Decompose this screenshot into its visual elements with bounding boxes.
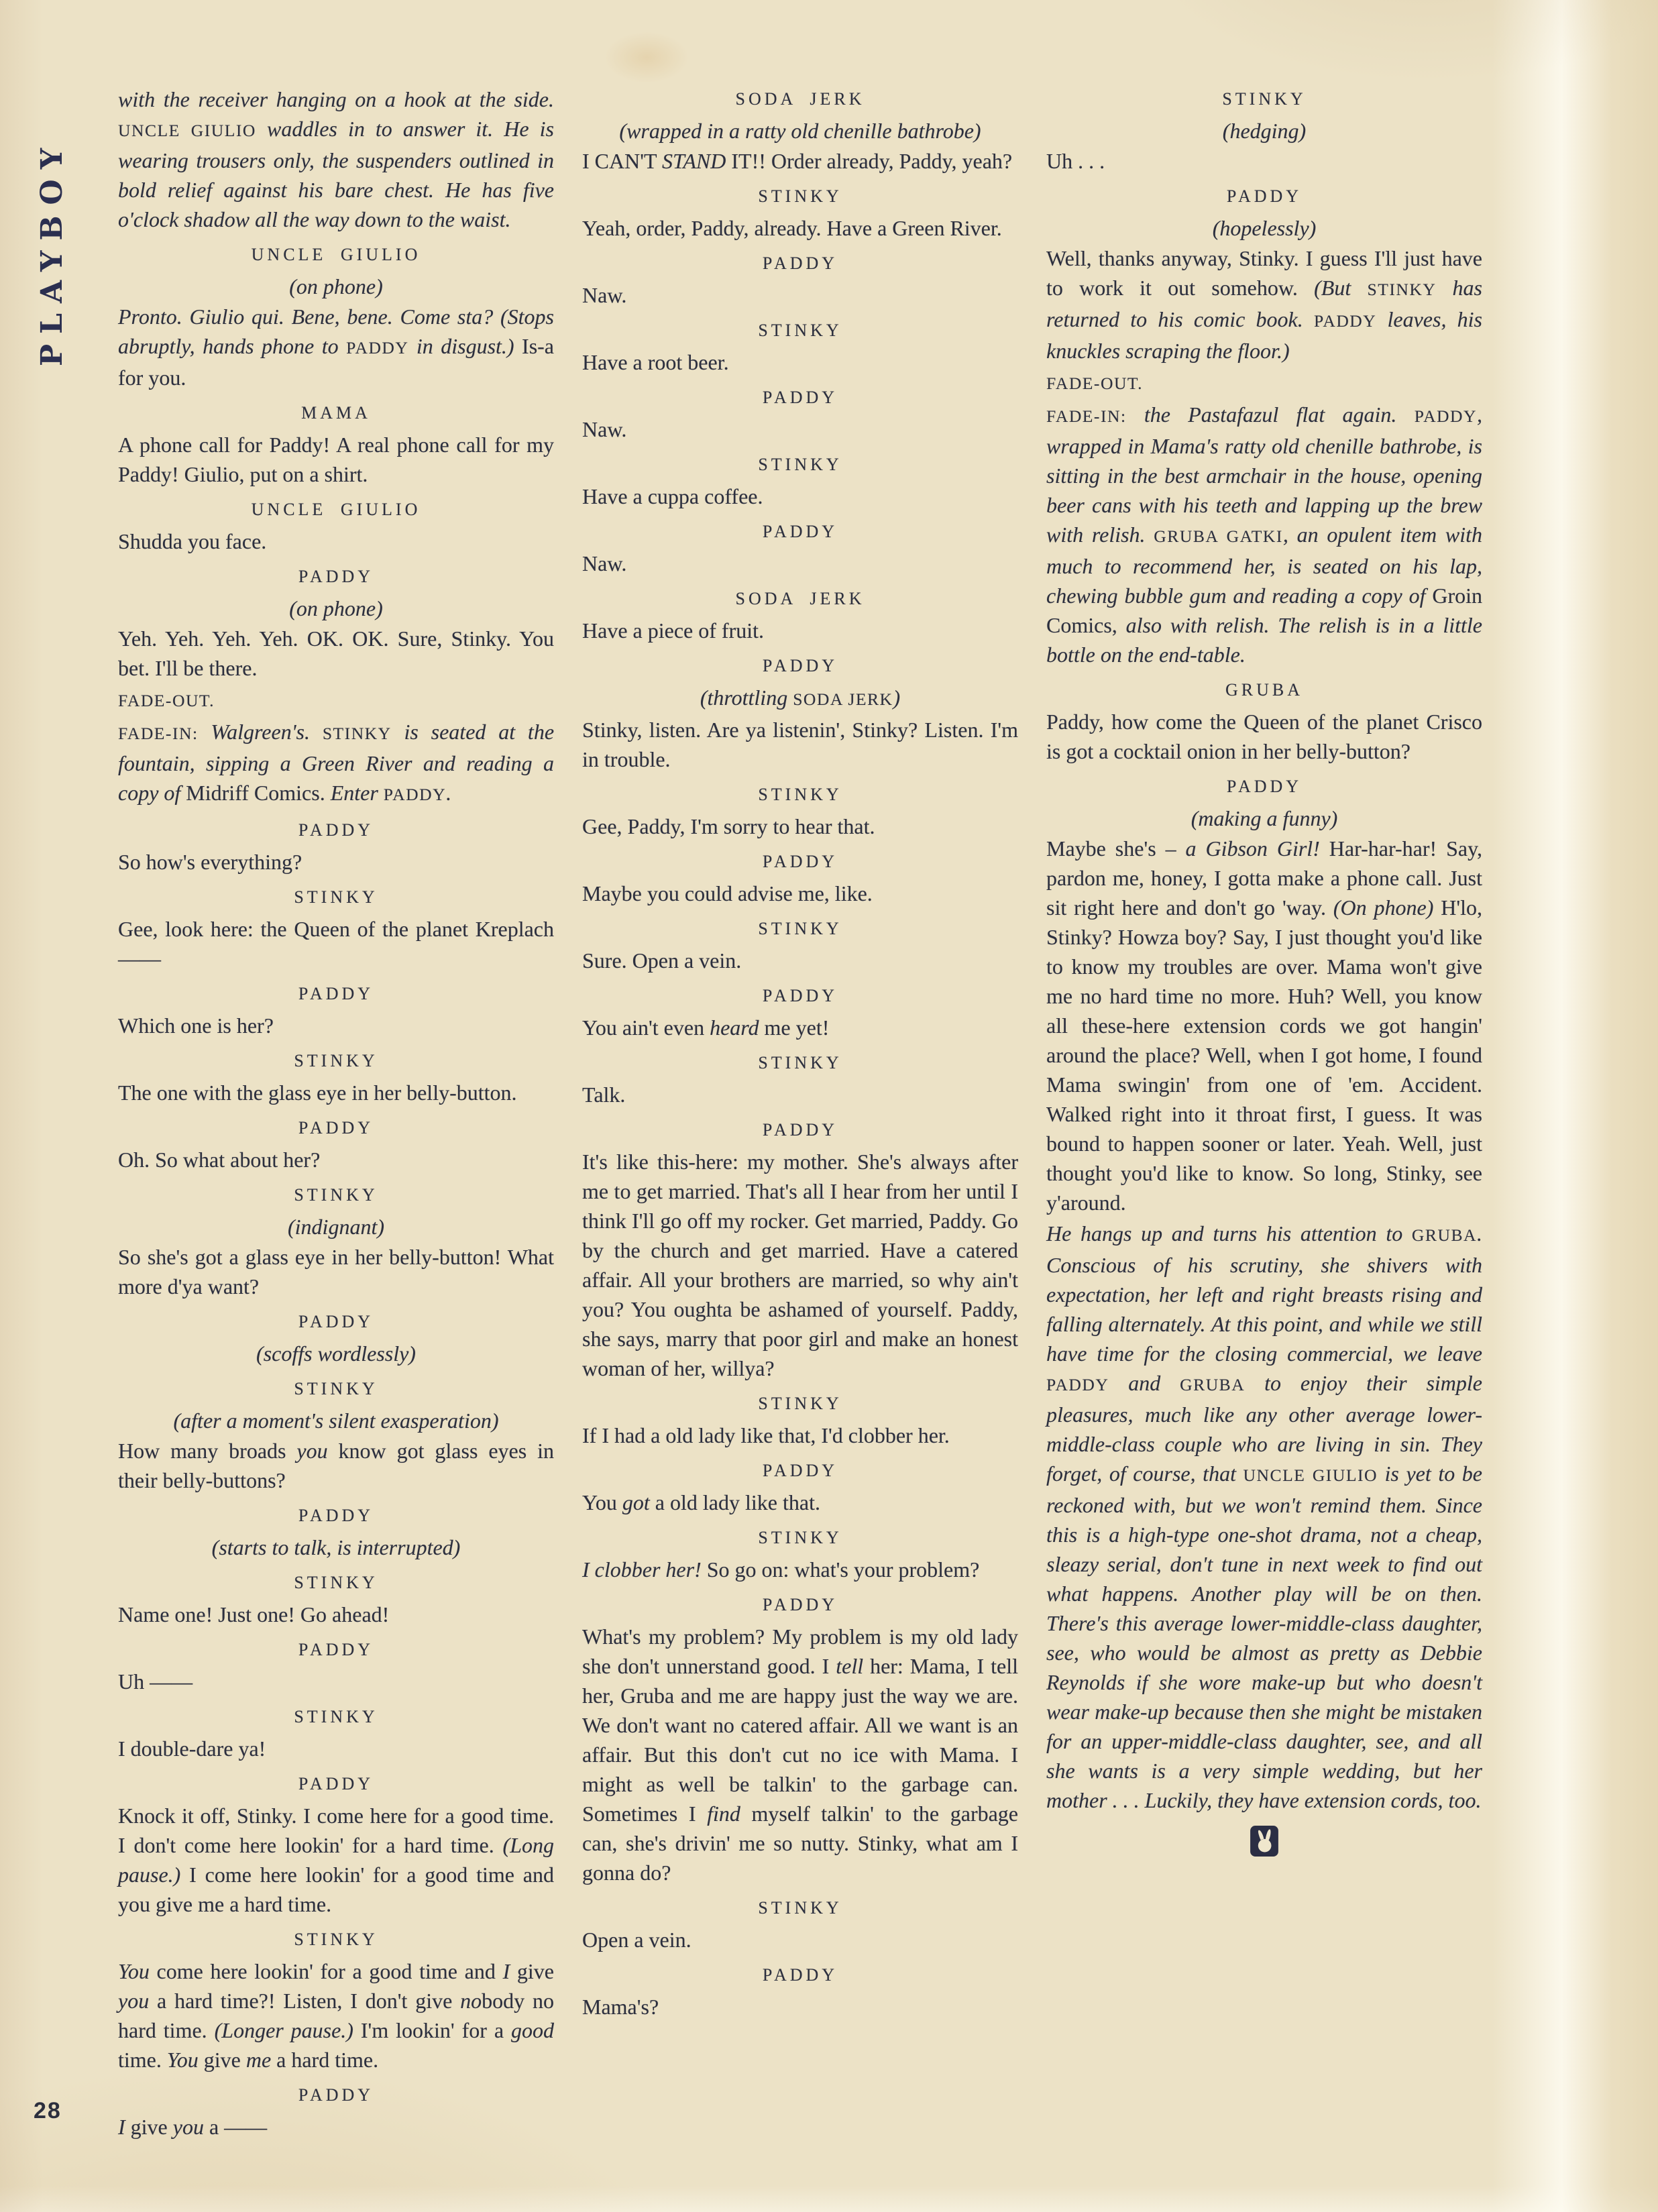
- script-dialogue: Uh . . .: [1046, 149, 1105, 173]
- script-dialogue: Uh ——: [118, 1669, 193, 1694]
- script-speaker: PADDY: [298, 2085, 374, 2105]
- script-dialogue: You come here lookin' for a good time and I give you a hard time?! Listen, I don't give nobody no hard time. (Longer pause.) I'm lookin' for a good time. You give me a hard time.: [118, 1959, 555, 2072]
- script-speaker: PADDY: [298, 1774, 374, 1793]
- script-stage-direction: FADE-IN: the Pastafazul flat again. PADDY, wrapped in Mama's ratty old chenille bathrobe, is sitting in the best armchair in the house, opening beer cans with his teeth and lapping up the brew with relish. GRUBA GATKI, an opulent item with much to recommend her, is seated on his lap, chewing bubble gum and reading a copy of Groin Comics, also with relish. The relish is in a little bottle on the end-table.: [1046, 402, 1483, 667]
- script-dialogue: I give you a ——: [118, 2115, 268, 2139]
- script-dialogue: Have a root beer.: [582, 350, 729, 374]
- script-dialogue: I double-dare ya!: [118, 1736, 266, 1761]
- script-dialogue: So how's everything?: [118, 850, 302, 874]
- script-dialogue: So she's got a glass eye in her belly-button! What more d'ya want?: [118, 1245, 554, 1298]
- script-speaker: STINKY: [758, 321, 842, 340]
- script-dialogue: Knock it off, Stinky. I come here for a good time. I don't come here lookin' for a hard time. (Long pause.) I come here lookin' for a good time and you give me a hard time.: [118, 1804, 554, 1916]
- script-dialogue: You got a old lady like that.: [582, 1490, 820, 1514]
- script-parenthetical: (hopelessly): [1212, 216, 1317, 240]
- script-parenthetical: (wrapped in a ratty old chenille bathrobe): [619, 119, 981, 143]
- script-speaker: PADDY: [1226, 777, 1303, 796]
- script-dialogue: The one with the glass eye in her belly-button.: [118, 1081, 517, 1105]
- script-speaker: STINKY: [758, 1394, 842, 1413]
- script-speaker: STINKY: [758, 186, 842, 206]
- script-speaker: PADDY: [1226, 186, 1303, 206]
- page-number: 28: [34, 2098, 62, 2123]
- script-speaker: UNCLE GIULIO: [251, 500, 421, 519]
- script-speaker: STINKY: [294, 887, 378, 907]
- script-stage-direction: with the receiver hanging on a hook at the side. UNCLE GIULIO waddles in to answer it. He is wearing trousers only, the suspenders outlined in bold relief against his bare chest. He has five o'clock shadow all the way down to the waist.: [118, 87, 554, 231]
- script-parenthetical: (on phone): [289, 596, 383, 620]
- script-dialogue: Mama's?: [582, 1995, 659, 2019]
- script-parenthetical: (indignant): [288, 1215, 384, 1239]
- script-speaker: PADDY: [298, 820, 374, 840]
- script-speaker: PADDY: [298, 1118, 374, 1138]
- script-speaker: STINKY: [294, 1707, 378, 1726]
- script-speaker: STINKY: [294, 1930, 378, 1949]
- script-dialogue: Yeh. Yeh. Yeh. Yeh. OK. OK. Sure, Stinky. You bet. I'll be there.: [118, 626, 554, 680]
- script-parenthetical: (on phone): [289, 274, 383, 298]
- script-speaker: STINKY: [294, 1185, 378, 1205]
- script-dialogue: Have a piece of fruit.: [582, 618, 764, 643]
- script-stage-direction: FADE-OUT.: [1046, 374, 1144, 393]
- script-speaker: UNCLE GIULIO: [251, 245, 421, 264]
- script-parenthetical: (throttling SODA JERK): [700, 685, 901, 710]
- script-stage-direction: FADE-OUT.: [118, 691, 215, 710]
- script-dialogue: Shudda you face.: [118, 529, 267, 553]
- script-speaker: STINKY: [758, 785, 842, 804]
- script-dialogue: Have a cuppa coffee.: [582, 484, 763, 508]
- script-speaker: STINKY: [758, 919, 842, 938]
- script-dialogue: A phone call for Paddy! A real phone call for my Paddy! Giulio, put on a shirt.: [118, 433, 554, 486]
- script-dialogue: I CAN'T STAND IT!! Order already, Paddy, yeah?: [582, 149, 1013, 173]
- script-parenthetical: (after a moment's silent exasperation): [173, 1408, 499, 1433]
- script-dialogue: Naw.: [582, 283, 627, 307]
- script-dialogue: Naw.: [582, 551, 627, 575]
- script-parenthetical: (starts to talk, is interrupted): [211, 1535, 461, 1559]
- script-dialogue: Maybe she's – a Gibson Girl! Har-har-har! Say, pardon me, honey, I gotta make a phone call. Just sit right here and don't go 'way. (On phone) H'lo, Stinky? Howza boy? Say, I just thought you'd like to know my troubles are over. Mama won't give me no hard time no more. Huh? Well, you know all these-here extension cords we got hangin' around the place? Well, when I got home, I found Mama swingin' from one of 'em. Accident. Walked right into it throat first, I guess. It was bound to happen sooner or later. Yeah. Well, just thought you'd like to know. So long, Stinky, see y'around.: [1046, 836, 1483, 1215]
- script-speaker: PADDY: [762, 1461, 838, 1480]
- script-dialogue: Stinky, listen. Are ya listenin', Stinky? Listen. I'm in trouble.: [582, 718, 1018, 771]
- script-dialogue: If I had a old lady like that, I'd clobber her.: [582, 1423, 950, 1447]
- script-dialogue: Maybe you could advise me, like.: [582, 881, 873, 905]
- script-speaker: PADDY: [762, 1595, 838, 1614]
- script-speaker: STINKY: [758, 455, 842, 474]
- script-column-1: [118, 85, 554, 2142]
- script-speaker: STINKY: [758, 1528, 842, 1547]
- script-speaker: SODA JERK: [735, 89, 865, 109]
- script-speaker: STINKY: [294, 1573, 378, 1592]
- script-speaker: PADDY: [762, 1120, 838, 1140]
- script-dialogue: It's like this-here: my mother. She's always after me to get married. That's all I hear from her until I think I'll go off my rocker. Get married, Paddy. Go by the church and get married. Have a catered affair. All your brothers are married, so why ain't you? You oughta be ashamed of yourself. Paddy, she says, marry that poor girl and make an honest woman of her, willya?: [582, 1150, 1018, 1380]
- script-dialogue: I clobber her! So go on: what's your problem?: [582, 1557, 980, 1582]
- script-dialogue: Which one is her?: [118, 1013, 274, 1038]
- script-dialogue: Talk.: [582, 1083, 626, 1107]
- script-blocks: [1046, 85, 1482, 1815]
- script-dialogue: You ain't even heard me yet!: [582, 1015, 830, 1040]
- playboy-spine-text: PLAYBOY: [35, 137, 69, 366]
- script-dialogue: Naw.: [582, 417, 627, 441]
- script-speaker: PADDY: [298, 567, 374, 586]
- script-speaker: PADDY: [298, 1312, 374, 1331]
- script-speaker: STINKY: [1222, 89, 1307, 109]
- script-stage-direction: FADE-IN: Walgreen's. STINKY is seated at the fountain, sipping a Green River and reading a copy of Midriff Comics. Enter PADDY.: [118, 720, 555, 805]
- script-speaker: STINKY: [758, 1898, 842, 1918]
- script-speaker: PADDY: [298, 1506, 374, 1525]
- script-dialogue: Name one! Just one! Go ahead!: [118, 1602, 390, 1626]
- playboy-rabbit-icon: [1046, 1826, 1482, 1860]
- script-parenthetical: (making a funny): [1191, 806, 1338, 830]
- script-dialogue: Well, thanks anyway, Stinky. I guess I'll just have to work it out somehow. (But STINKY has returned to his comic book. PADDY leaves, his knuckles scraping the floor.): [1046, 246, 1483, 363]
- script-dialogue: Sure. Open a vein.: [582, 948, 742, 973]
- script-speaker: PADDY: [298, 1640, 374, 1659]
- script-dialogue: What's my problem? My problem is my old lady she don't unnerstand good. I tell her: Mama, I tell her, Gruba and me are happy just the way we are. We don't want no catered affair. All we want is an affair. But this don't cut no ice with Mama. I might as well be talkin' to the garbage can. Sometimes I find myself talkin' to the garbage can, she's drivin' me so nutty. Stinky, what am I gonna do?: [582, 1624, 1019, 1885]
- script-speaker: PADDY: [762, 1965, 838, 1985]
- script-speaker: PADDY: [762, 986, 838, 1005]
- script-blocks: [118, 85, 554, 2142]
- script-speaker: STINKY: [294, 1051, 378, 1070]
- script-speaker: GRUBA: [1225, 680, 1303, 700]
- script-speaker: SODA JERK: [735, 589, 865, 608]
- script-dialogue: Paddy, how come the Queen of the planet Crisco is got a cocktail onion in her belly-button?: [1046, 710, 1482, 763]
- script-dialogue: Pronto. Giulio qui. Bene, bene. Come sta? (Stops abruptly, hands phone to PADDY in disgust.) Is-a for you.: [118, 305, 555, 390]
- script-dialogue: Yeah, order, Paddy, already. Have a Green River.: [582, 216, 1002, 240]
- script-speaker: PADDY: [298, 984, 374, 1003]
- script-stage-direction: He hangs up and turns his attention to GRUBA. Conscious of his scrutiny, she shivers with expectation, her left and right breasts rising and falling alternately. At this point, and while we still have time for the closing commercial, we leave PADDY and GRUBA to enjoy their simple pleasures, much like any other average lower-middle-class couple who are living in sin. They forget, of course, that UNCLE GIULIO is yet to be reckoned with, but we won't remind them. Since this is a high-type one-shot drama, not a cheap, sleazy serial, don't tune in next week to find out what happens. Another play will be on then. There's this average lower-middle-class daughter, see, who would be almost as pretty as Debbie Reynolds if she wore make-up but who doesn't wear make-up because then she might be mistaken for an upper-middle-class daughter, see, and all she wants is a very simple wedding, but her mother . . . Luckily, they have extension cords, too.: [1046, 1221, 1483, 1812]
- script-speaker: PADDY: [762, 656, 838, 675]
- script-parenthetical: (hedging): [1222, 119, 1307, 143]
- script-speaker: PADDY: [762, 522, 838, 541]
- script-column-2: [582, 85, 1018, 2022]
- script-dialogue: Gee, Paddy, I'm sorry to hear that.: [582, 814, 875, 838]
- script-dialogue: Gee, look here: the Queen of the planet Kreplach ——: [118, 917, 554, 971]
- script-dialogue: Open a vein.: [582, 1928, 692, 1952]
- script-column-3: [1046, 85, 1482, 1860]
- script-dialogue: Oh. So what about her?: [118, 1148, 321, 1172]
- script-speaker: STINKY: [758, 1053, 842, 1072]
- script-speaker: STINKY: [294, 1379, 378, 1398]
- script-blocks: [582, 85, 1018, 2022]
- script-speaker: PADDY: [762, 852, 838, 871]
- script-speaker: PADDY: [762, 254, 838, 273]
- script-speaker: PADDY: [762, 388, 838, 407]
- script-dialogue: How many broads you know got glass eyes in their belly-buttons?: [118, 1439, 555, 1492]
- script-speaker: MAMA: [301, 403, 371, 423]
- script-parenthetical: (scoffs wordlessly): [256, 1341, 416, 1366]
